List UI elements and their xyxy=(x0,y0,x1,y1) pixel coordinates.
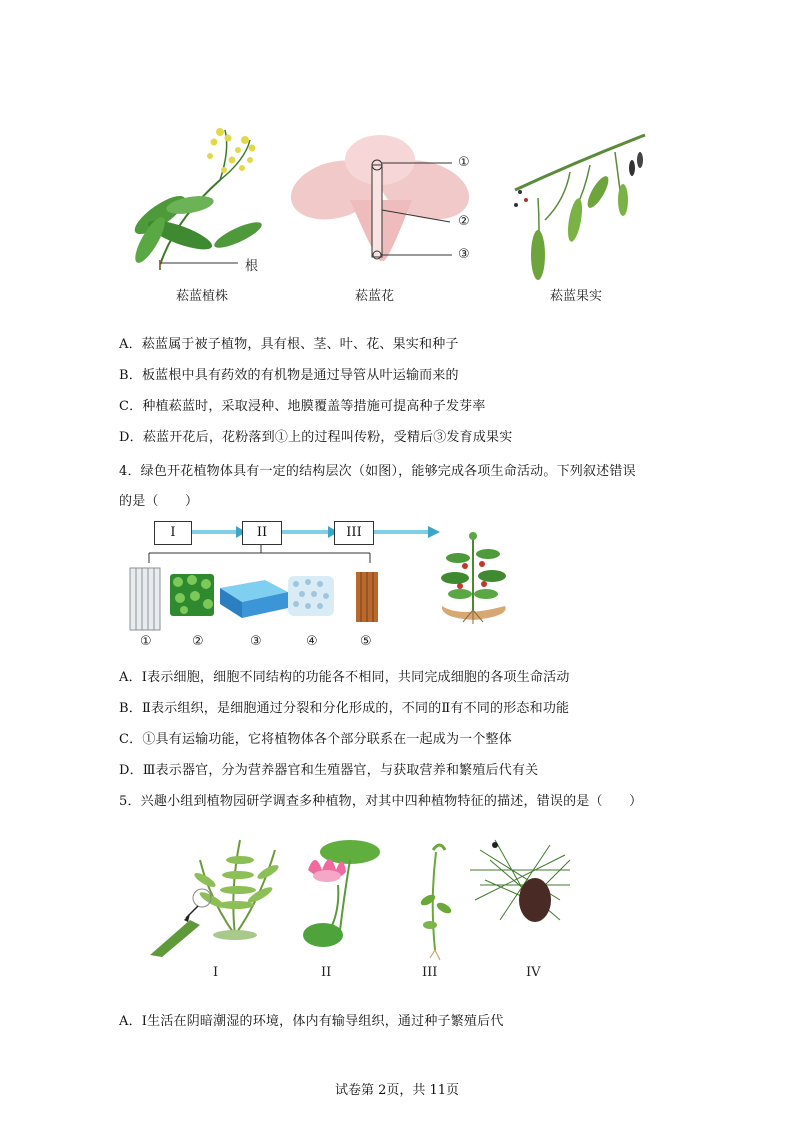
q4-option-c: C．①具有运输功能，它将植物体各个部分联系在一起成为一个整体 xyxy=(119,732,512,747)
caption-fruit: 菘蓝果实 xyxy=(550,289,603,304)
figure-structure-levels xyxy=(120,518,540,653)
q3-option-a: A．菘蓝属于被子植物，具有根、茎、叶、花、果实和种子 xyxy=(119,337,459,352)
four-plants-drawing xyxy=(140,830,590,965)
isatis-plant-drawing xyxy=(130,128,265,270)
level-box-organ: III xyxy=(334,521,374,545)
tissue-label-2: ② xyxy=(192,634,204,649)
q3-option-d: D．菘蓝开花后，花粉落到①上的过程叫传粉，受精后③发育成果实 xyxy=(119,430,513,445)
caption-flower: 菘蓝花 xyxy=(355,289,395,304)
tissue-label-1: ① xyxy=(140,634,152,649)
tissue-label-3: ③ xyxy=(250,634,262,649)
q3-option-c: C．种植菘蓝时，采取浸种、地膜覆盖等措施可提高种子发芽率 xyxy=(119,399,486,414)
isatis-flower-drawing xyxy=(284,135,475,261)
isatis-illustration xyxy=(120,120,680,310)
isatis-fruit-drawing xyxy=(514,135,645,280)
level-box-tissue: II xyxy=(242,521,282,545)
tissue-label-5: ⑤ xyxy=(360,634,372,649)
figure-four-plants xyxy=(140,830,590,985)
flower-marker-1: ① xyxy=(458,155,470,170)
plant-label-3: III xyxy=(422,965,438,980)
caption-plant: 菘蓝植株 xyxy=(176,289,229,304)
q5-stem: 5．兴趣小组到植物园研学调查多种植物，对其中四种植物特征的描述，错误的是（ ） xyxy=(119,794,643,809)
root-label: 根 xyxy=(245,259,259,274)
q4-option-a: A．Ⅰ表示细胞，细胞不同结构的功能各不相同，共同完成细胞的各项生命活动 xyxy=(119,670,570,685)
q4-option-b: B．Ⅱ表示组织，是细胞通过分裂和分化形成的，不同的Ⅱ有不同的形态和功能 xyxy=(119,701,570,716)
flower-marker-2: ② xyxy=(458,214,470,229)
figure-isatis xyxy=(120,120,680,310)
plant-label-1: I xyxy=(213,965,219,980)
q4-stem-line1: 4．绿色开花植物体具有一定的结构层次（如图），能够完成各项生命活动。下列叙述错误 xyxy=(119,464,636,479)
plant-label-4: IV xyxy=(526,965,541,980)
page-footer: 试卷第 2页，共 11页 xyxy=(334,1083,460,1098)
flower-marker-3: ③ xyxy=(458,247,470,262)
level-box-cell: I xyxy=(154,521,192,545)
tissue-label-4: ④ xyxy=(306,634,318,649)
q4-option-d: D．Ⅲ表示器官，分为营养器官和生殖器官，与获取营养和繁殖后代有关 xyxy=(119,763,539,778)
plant-label-2: II xyxy=(321,965,332,980)
q5-option-a: A．Ⅰ生活在阴暗潮湿的环境，体内有输导组织，通过种子繁殖后代 xyxy=(119,1014,504,1029)
q4-stem-line2: 的是（ ） xyxy=(119,494,199,509)
q3-option-b: B．板蓝根中具有药效的有机物是通过导管从叶运输而来的 xyxy=(119,368,459,383)
